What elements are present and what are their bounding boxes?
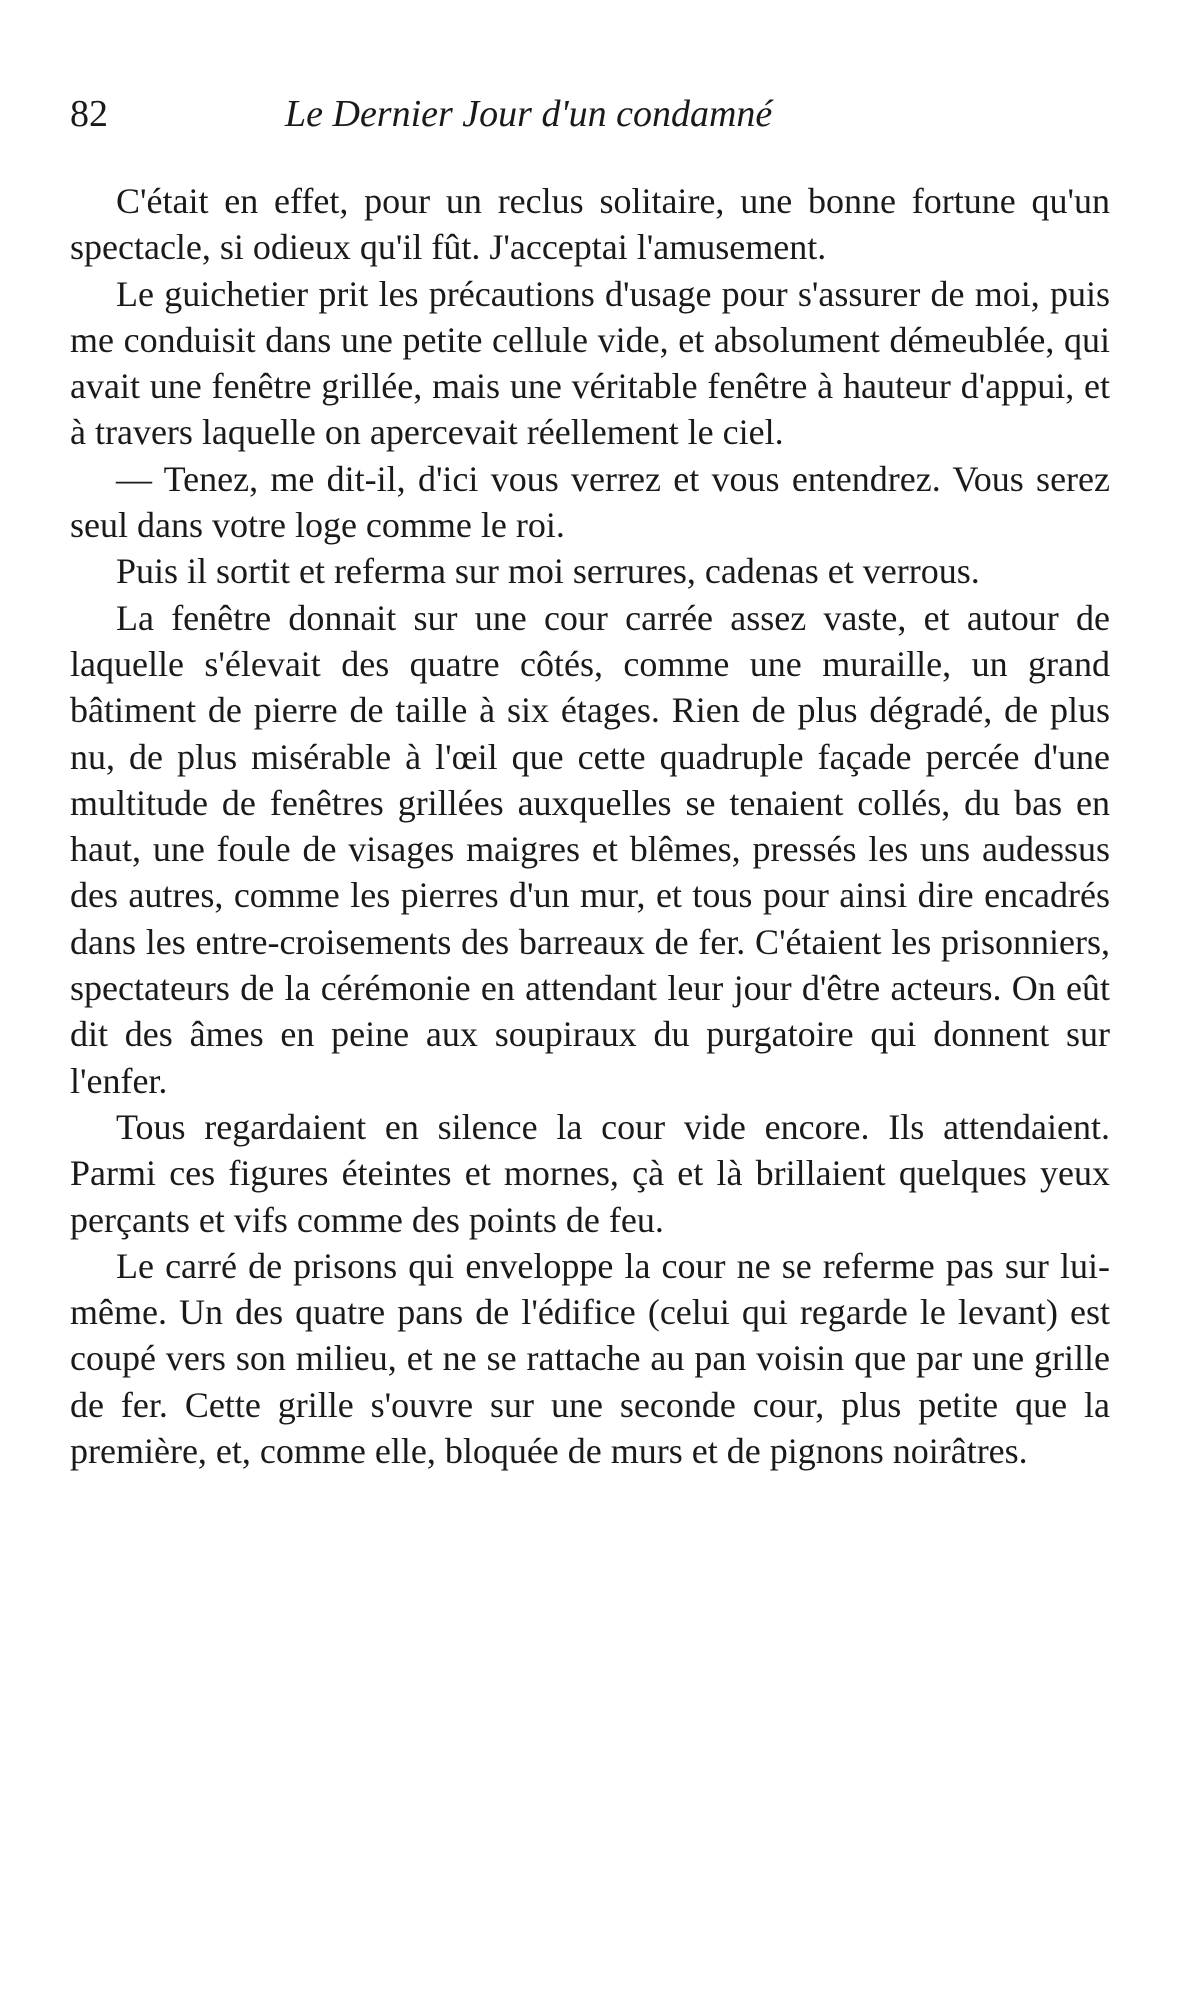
paragraph: C'était en effet, pour un reclus solitaire, une bonne fortune qu'un spectacle, si odieux qu'il fût. J'acceptai l'amusement.: [70, 181, 1110, 268]
paragraph: Le carré de prisons qui enveloppe la cour ne se referme pas sur lui-même. Un des quatre pans de l'édifice (celui qui regarde le levant) est coupé vers son milieu, et ne se rattache au pan voisin que par une grille de fer. Cette grille s'ouvre sur une seconde cour, plus petite que la première, et, comme elle, bloquée de murs et de pignons noirâtres.: [70, 1245, 1110, 1472]
book-title: Le Dernier Jour d'un condamné: [285, 93, 773, 135]
page-number: 82: [70, 93, 108, 135]
paragraph: — Tenez, me dit-il, d'ici vous verrez et vous entendrez. Vous serez seul dans votre loge comme le roi.: [70, 458, 1110, 546]
paragraph: Tous regardaient en silence la cour vide encore. Ils attendaient. Parmi ces figures éteintes et mornes, çà et là brillaient quelques yeux perçants et vifs comme des points de feu.: [70, 1106, 1110, 1240]
body-text: [70, 178, 1110, 1474]
paragraph: Puis il sortit et referma sur moi serrures, cadenas et verrous.: [116, 551, 980, 592]
running-head: [70, 88, 1110, 140]
paragraph: La fenêtre donnait sur une cour carrée assez vaste, et autour de laquelle s'élevait des quatre côtés, comme une muraille, un grand bâtiment de pierre de taille à six étages. Rien de plus dégradé, de plus nu, de plus misérable à l'œil que cette quadruple façade percée d'une multitude de fenêtres grillées auxquelles se tenaient collés, du bas en haut, une foule de visages maigres et blêmes, pressés les uns audessus des autres, comme les pierres d'un mur, et tous pour ainsi dire encadrés dans les entre-croisements des barreaux de fer. C'étaient les prisonniers, spectateurs de la cérémonie en attendant leur jour d'être acteurs. On eût dit des âmes en peine aux soupiraux du purgatoire qui donnent sur l'enfer.: [70, 597, 1110, 1101]
paragraph: Le guichetier prit les précautions d'usage pour s'assurer de moi, puis me conduisit dans une petite cellule vide, et absolument démeublée, qui avait une fenêtre grillée, mais une véritable fenêtre à hauteur d'appui, et à travers laquelle on apercevait réellement le ciel.: [70, 273, 1110, 453]
